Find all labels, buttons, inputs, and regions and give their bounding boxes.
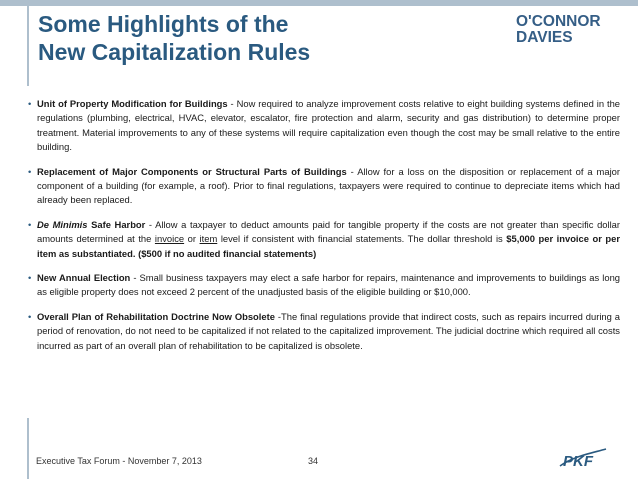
slide-title-line-2: New Capitalization Rules xyxy=(38,39,311,65)
logo-line-2: DAVIES xyxy=(516,29,573,46)
bullet-text: - Allow for a loss on the disposition or replacement of a major component of a building (for example, a roof). Prior to final regulations, taxpayers were required to continue to depreciate items which had already been replaced. xyxy=(37,165,620,206)
highlights-list xyxy=(28,97,620,363)
footer-accent-rule xyxy=(27,418,29,479)
bullet-rehabilitation-doctrine xyxy=(28,310,620,353)
bullet-text: - Allow a taxpayer to deduct amounts paid for tangible property if the costs are not greater than specific dollar amounts determined at the xyxy=(37,218,620,245)
bullet-lead: Unit of Property Modification for Buildings xyxy=(37,98,228,109)
bullet-de-minimis xyxy=(28,218,620,261)
dollar-threshold: $5,000 per invoice or per item as substantiated. ($500 if no audited financial statements) xyxy=(37,233,621,259)
bullet-icon: • xyxy=(28,310,32,322)
bullet-annual-election xyxy=(28,271,620,300)
bullet-lead: Replacement of Major Components or Structural Parts of Buildings xyxy=(37,165,347,177)
slide-title xyxy=(38,10,310,66)
invoice-underlined: invoice xyxy=(154,233,185,245)
bullet-icon: • xyxy=(28,218,32,230)
bullet-unit-of-property xyxy=(28,97,620,155)
pkf-logo-text: PKF xyxy=(563,453,593,470)
bullet-text: or xyxy=(184,233,200,245)
oconnor-davies-logo xyxy=(516,14,608,46)
item-underlined: item xyxy=(199,233,218,245)
bullet-lead: Safe Harbor xyxy=(87,218,146,230)
bullet-lead: Overall Plan of Rehabilitation Doctrine Now Obsolete xyxy=(37,310,275,322)
bullet-replacement-components xyxy=(28,165,620,208)
bullet-text: - Small business taxpayers may elect a safe harbor for repairs, maintenance and improvements to buildings as long as eligible property does not exceed 2 percent of the unadjusted basis of the eligible building or $10,000. xyxy=(37,272,620,298)
top-accent-bar xyxy=(0,0,638,6)
slide-title-line-1: Some Highlights of the xyxy=(38,11,289,37)
bullet-lead: New Annual Election xyxy=(37,272,131,284)
bullet-text: level if consistent with financial statements. The dollar threshold is xyxy=(217,233,507,245)
bullet-icon: • xyxy=(28,272,32,284)
bullet-text: -The final regulations provide that indirect costs, such as repairs incurred during a period of renovation, do not need to be capitalized if not related to the capitalized improvement. The judicial doctrine which required all costs incurred as part of an overall plan of rehabilitation to be capitalized is obsolete. xyxy=(37,310,621,351)
bullet-text: - Now required to analyze improvement costs relative to eight building systems defined in the regulations (plumbing, electrical, HVAC, elevator, escalator, fire protection and alarm, security and gas distribution) to determine proper treatment. Material improvements to any of these systems will require capitalization even though the cost may be small relative to the entire building. xyxy=(37,98,620,153)
pkf-logo xyxy=(558,445,608,471)
bullet-icon: • xyxy=(28,98,32,109)
bullet-icon: • xyxy=(28,165,32,177)
logo-line-1: O'CONNOR xyxy=(516,13,601,30)
footer-event: Executive Tax Forum - November 7, 2013 xyxy=(36,456,202,466)
page-number: 34 xyxy=(308,456,319,466)
bullet-lead-italic: De Minimis xyxy=(37,218,88,230)
title-accent-rule xyxy=(27,6,29,86)
